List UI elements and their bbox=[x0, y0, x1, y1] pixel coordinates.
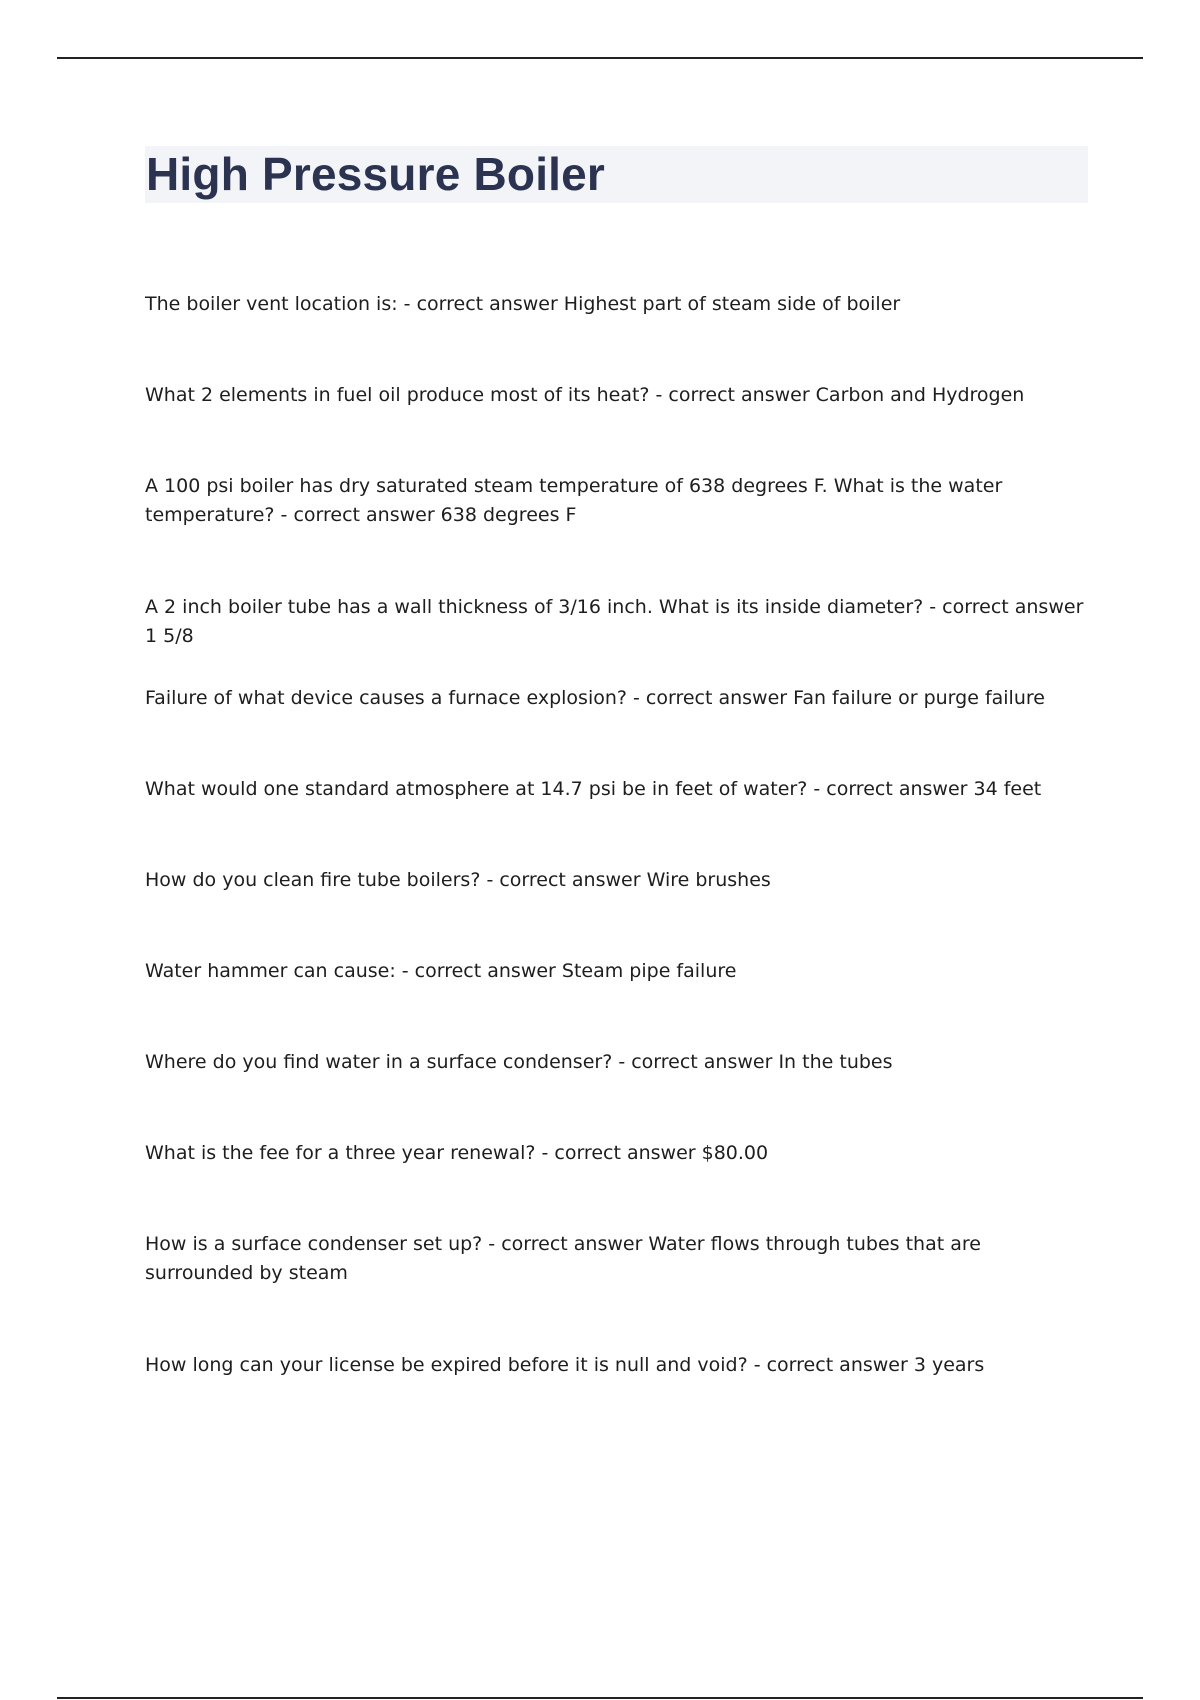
qa-item: How is a surface condenser set up? - correct answer Water flows through tubes that are surrounded by steam bbox=[145, 1233, 981, 1284]
qa-item: What would one standard atmosphere at 14.7 psi be in feet of water? - correct answer 34 feet bbox=[145, 778, 1042, 800]
qa-item: How long can your license be expired before it is null and void? - correct answer 3 years bbox=[145, 1354, 985, 1376]
qa-item: Water hammer can cause: - correct answer Steam pipe failure bbox=[145, 960, 737, 982]
qa-item: What 2 elements in fuel oil produce most of its heat? - correct answer Carbon and Hydrogen bbox=[145, 384, 1025, 406]
qa-item: Where do you find water in a surface condenser? - correct answer In the tubes bbox=[145, 1051, 893, 1073]
qa-item: What is the fee for a three year renewal? - correct answer $80.00 bbox=[145, 1142, 769, 1164]
qa-item: A 2 inch boiler tube has a wall thickness of 3/16 inch. What is its inside diameter? - correct answer 1 5/8 bbox=[145, 596, 1084, 647]
page-title: High Pressure Boiler bbox=[146, 148, 606, 200]
qa-item: How do you clean fire tube boilers? - correct answer Wire brushes bbox=[145, 869, 771, 891]
qa-item: The boiler vent location is: - correct answer Highest part of steam side of boiler bbox=[145, 293, 901, 315]
header-rule bbox=[57, 57, 1143, 59]
footer-rule bbox=[57, 1697, 1143, 1699]
qa-item: Failure of what device causes a furnace explosion? - correct answer Fan failure or purge failure bbox=[145, 687, 1045, 709]
qa-item: A 100 psi boiler has dry saturated steam temperature of 638 degrees F. What is the water temperature? - correct answer 638 degrees F bbox=[145, 475, 1003, 526]
